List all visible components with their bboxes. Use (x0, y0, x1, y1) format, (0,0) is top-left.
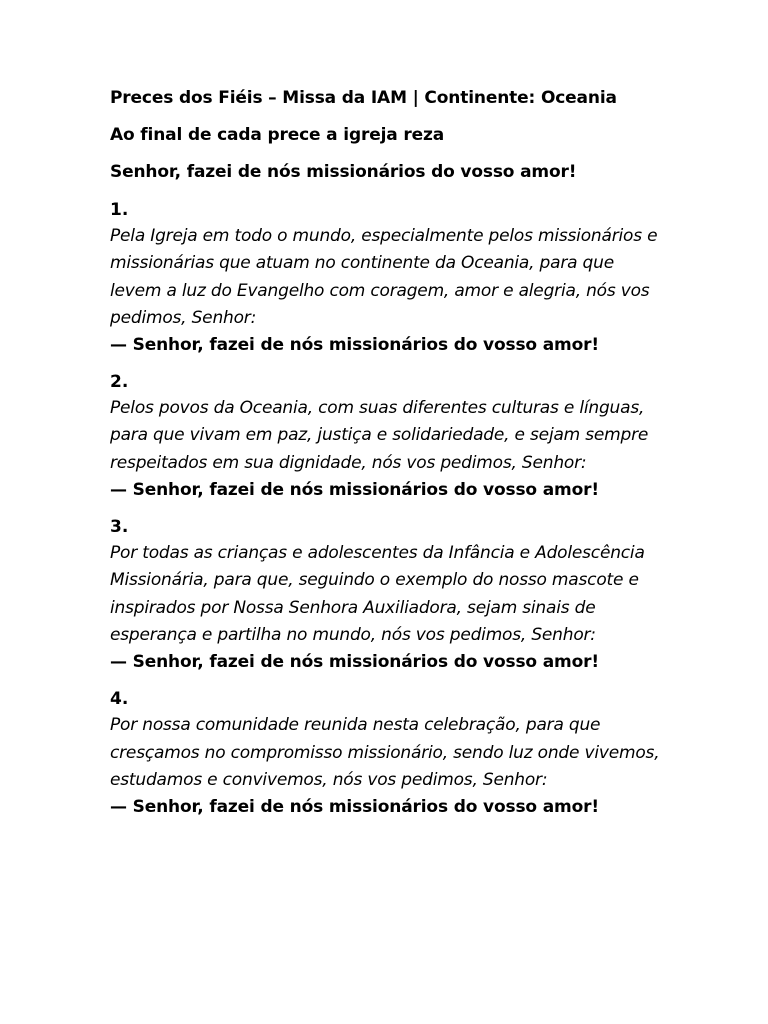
prayer-number: 4. (110, 689, 129, 710)
document-title: Preces dos Fiéis – Missa da IAM | Continente: Oceania (110, 88, 617, 108)
prayer-response: — Senhor, fazei de nós missionários do vosso amor! (110, 652, 599, 673)
instruction-text: Ao final de cada prece a igreja reza (110, 125, 445, 145)
prayer-text: Por todas as crianças e adolescentes da Infância e Adolescência Missionária, para que, seguindo o exemplo do nosso mascote e inspirados por Nossa Senhora Auxiliadora, sejam sinais de esperança e partilha no mundo, nós vos pedimos, Senhor: (110, 543, 645, 645)
prayer-text: Pela Igreja em todo o mundo, especialmente pelos missionários e missionárias que atuam no continente da Oceania, para que levem a luz do Evangelho com coragem, amor e alegria, nós vos pedimos, Senhor: (110, 226, 658, 328)
prayer-item (110, 197, 670, 359)
prayer-response: — Senhor, fazei de nós missionários do vosso amor! (110, 335, 599, 356)
prayer-response: — Senhor, fazei de nós missionários do vosso amor! (110, 797, 599, 818)
prayer-text: Por nossa comunidade reunida nesta celebração, para que cresçamos no compromisso missionário, sendo luz onde vivemos, estudamos e convivemos, nós vos pedimos, Senhor: (110, 715, 660, 790)
prayer-number: 2. (110, 372, 129, 393)
prayer-item (110, 686, 670, 821)
prayer-number: 3. (110, 517, 129, 538)
prayer-item (110, 514, 670, 676)
refrain-text: Senhor, fazei de nós missionários do vosso amor! (110, 162, 577, 182)
prayer-response: — Senhor, fazei de nós missionários do vosso amor! (110, 480, 599, 501)
prayer-text: Pelos povos da Oceania, com suas diferentes culturas e línguas, para que vivam em paz, justiça e solidariedade, e sejam sempre respeitados em sua dignidade, nós vos pedimos, Senhor: (110, 398, 649, 473)
document-page (110, 86, 670, 831)
prayer-number: 1. (110, 200, 129, 220)
prayer-item (110, 369, 670, 504)
